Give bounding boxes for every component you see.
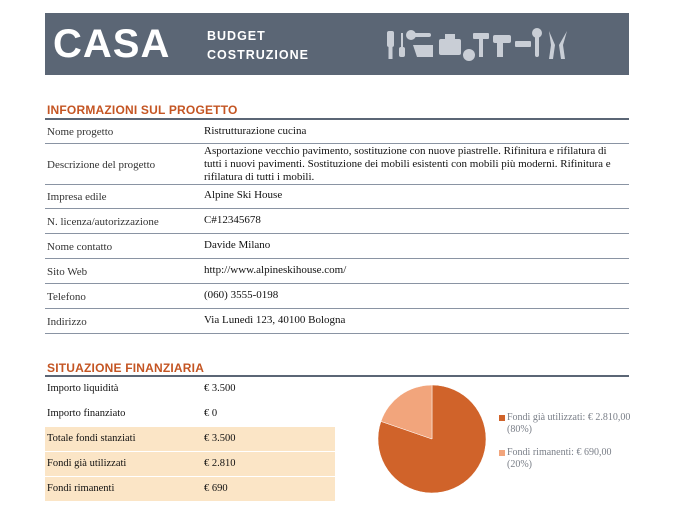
info-row-website: [45, 259, 629, 284]
tools-icon: [383, 25, 573, 65]
finance-row-total: [45, 427, 335, 451]
info-row-project-name: [45, 120, 629, 144]
finance-value: € 2.810: [204, 458, 236, 469]
finance-label: Importo liquidità: [47, 383, 119, 394]
finance-value: € 0: [204, 408, 218, 419]
info-value: Ristrutturazione cucina: [204, 125, 307, 137]
funds-pie-chart: [376, 383, 488, 495]
project-section-title: INFORMAZIONI SUL PROGETTO: [47, 103, 238, 117]
info-label: Nome progetto: [47, 126, 114, 138]
info-value: C#12345678: [204, 214, 261, 226]
info-label: Telefono: [47, 291, 86, 303]
finance-value: € 3.500: [204, 383, 236, 394]
info-value: Via Lunedì 123, 40100 Bologna: [204, 314, 346, 326]
finance-row-used: [45, 452, 335, 476]
info-row-contact: [45, 234, 629, 259]
info-row-license: [45, 209, 629, 234]
legend-label-remaining: Fondi rimanenti: € 690,00: [507, 447, 612, 458]
info-label: Impresa edile: [47, 191, 107, 203]
finance-value: € 690: [204, 483, 228, 494]
finance-label: Totale fondi stanziati: [47, 433, 136, 444]
legend-pct-used: (80%): [507, 424, 532, 435]
finance-value: € 3.500: [204, 433, 236, 444]
info-label: N. licenza/autorizzazione: [47, 216, 159, 228]
info-value: Alpine Ski House: [204, 189, 283, 201]
info-label: Nome contatto: [47, 241, 113, 253]
info-value: Davide Milano: [204, 239, 271, 251]
finance-row-financed: [45, 402, 335, 426]
info-value: (060) 3555-0198: [204, 289, 279, 301]
info-value: Asportazione vecchio pavimento, sostituzione con nuove piastrelle. Rifinitura e rifilatura di tutti i nuovi pavimenti. Sostituzione dei mobili esistenti con mobili più moderni. Rifinitura e rifilatura di tutti i mobili.: [204, 145, 611, 183]
header-banner: [45, 13, 629, 75]
legend-label-used: Fondi già utilizzati: € 2.810,00: [507, 412, 631, 423]
info-row-contractor: [45, 185, 629, 209]
finance-label: Fondi rimanenti: [47, 483, 115, 494]
header-title: CASA: [53, 22, 171, 66]
info-row-phone: [45, 284, 629, 309]
legend-swatch-remaining: [499, 450, 505, 456]
finance-row-remaining: [45, 477, 335, 501]
finance-row-cash: [45, 377, 335, 401]
finance-section-title: SITUAZIONE FINANZIARIA: [47, 361, 205, 375]
legend-swatch-used: [499, 415, 505, 421]
info-row-description: [45, 144, 629, 185]
finance-label: Fondi già utilizzati: [47, 458, 127, 469]
info-label: Indirizzo: [47, 316, 87, 328]
finance-label: Importo finanziato: [47, 408, 126, 419]
info-label: Descrizione del progetto: [47, 159, 156, 171]
info-label: Sito Web: [47, 266, 88, 278]
header-subtitle-line2: COSTRUZIONE: [207, 48, 309, 62]
legend-pct-remaining: (20%): [507, 459, 532, 470]
header-subtitle: [207, 27, 309, 65]
info-row-address: [45, 309, 629, 334]
info-value: http://www.alpineskihouse.com/: [204, 264, 347, 276]
header-subtitle-line1: BUDGET: [207, 29, 266, 43]
